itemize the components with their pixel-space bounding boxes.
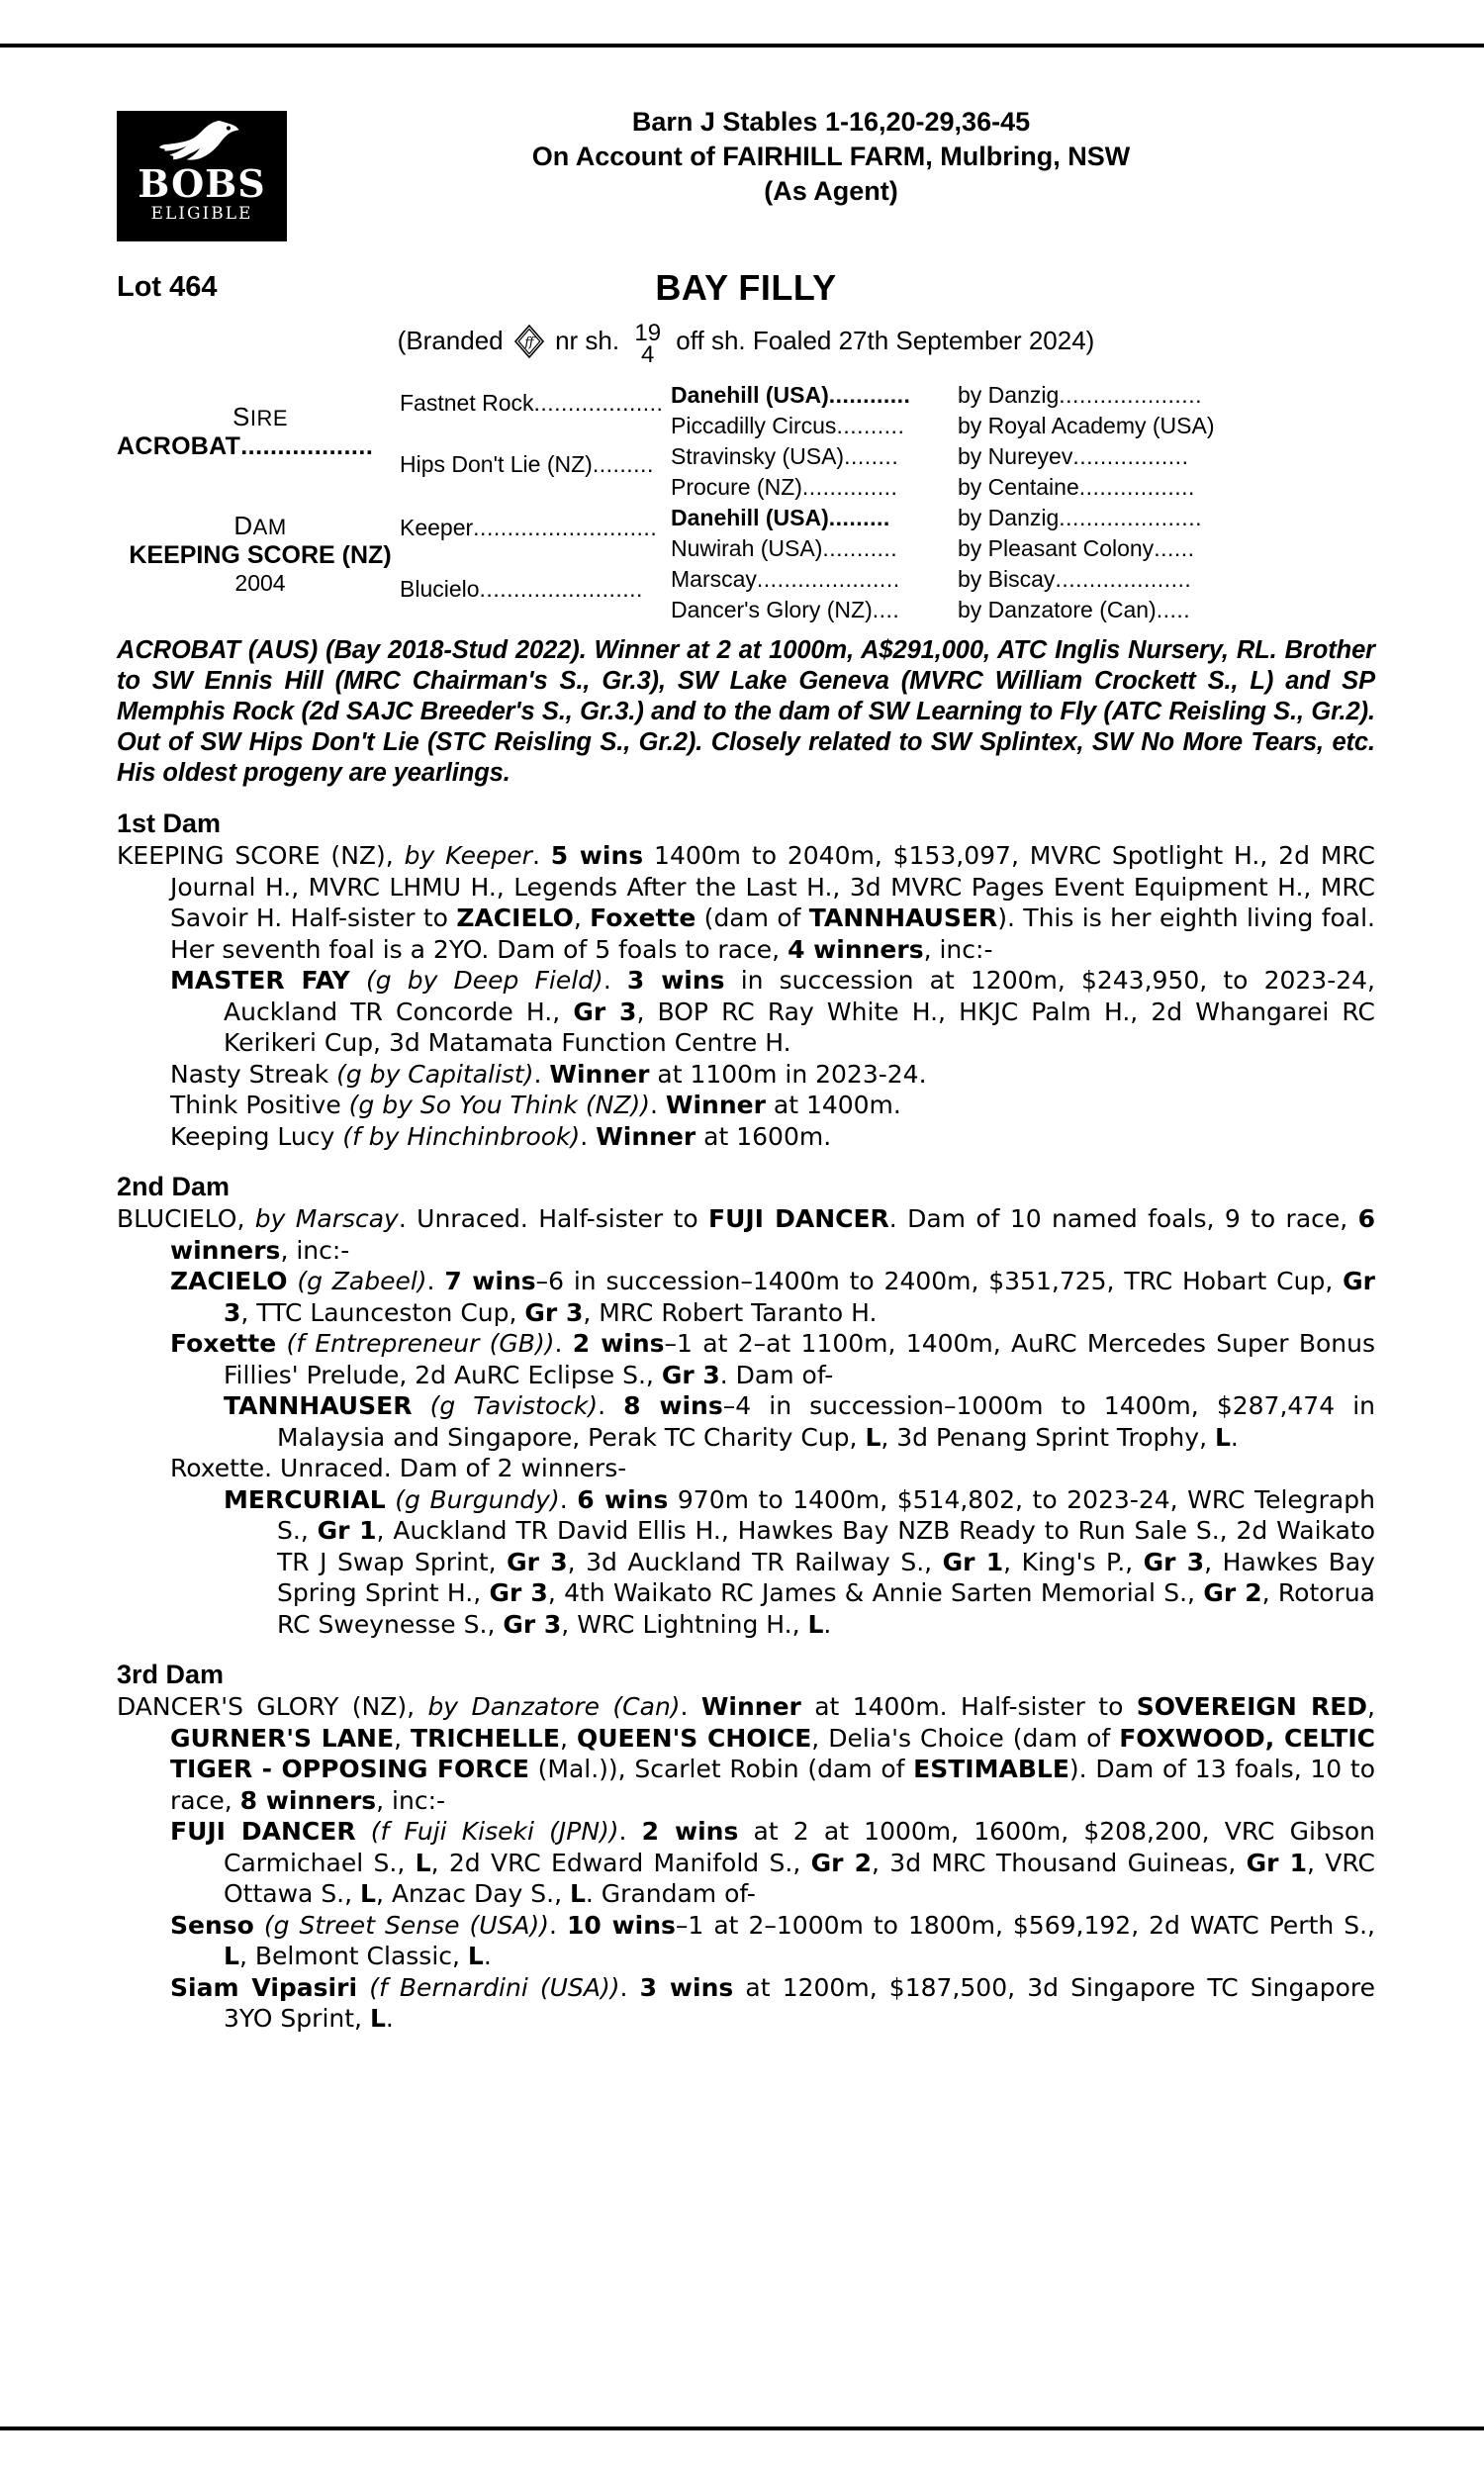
gen3-row: Danehill (USA)......... by Danzig..................... <box>671 505 1202 530</box>
diamond-brand-icon <box>512 325 546 358</box>
pedigree-entry: DANCER'S GLORY (NZ), by Danzatore (Can). Winner at 1400m. Half-sister to SOVEREIGN RED, GURNER'S LANE, TRICHELLE, QUEEN'S CHOICE, Delia's Choice (dam of FOXWOOD, CELTIC TIGER - OPPOSING FORCE (Mal.)), Scarlet Robin (dam of ESTIMABLE). Dam of 13 foals, 10 to race, 8 winners, inc:- <box>117 1692 1375 1815</box>
dam-block <box>117 511 404 597</box>
brand-near-shoulder: nr sh. <box>555 326 620 355</box>
on-account-of-line: On Account of FAIRHILL FARM, Mulbring, NSW <box>531 142 1131 171</box>
pedigree-entry: Think Positive (g by So You Think (NZ)). Winner at 1400m. <box>170 1091 901 1119</box>
pedigree-entry: Siam Vipasiri (f Bernardini (USA)). 3 wins at 1200m, $187,500, 3d Singapore TC Singapore 3YO Sprint, L. <box>170 1972 1375 2033</box>
barn-stables-line: Barn J Stables 1-16,20-29,36-45 <box>631 107 1031 137</box>
brand-off-shoulder-foaled: off sh. Foaled 27th September 2024) <box>676 326 1095 355</box>
gen2-row: Blucielo........................ <box>400 576 643 602</box>
sire-name: ACROBAT.................. <box>117 432 374 460</box>
page-top-rule <box>0 44 1484 48</box>
gen2-row: Hips Don't Lie (NZ)......... <box>400 451 654 477</box>
dam-sections <box>117 809 1375 2035</box>
sire-block <box>117 402 404 461</box>
pedigree-entry: BLUCIELO, by Marscay. Unraced. Half-sister to FUJI DANCER. Dam of 10 named foals, 9 to race, 6 winners, inc:- <box>117 1204 1375 1265</box>
pedigree-table <box>117 380 1375 625</box>
dam-year: 2004 <box>234 570 286 596</box>
dam-label: DAM <box>233 511 287 540</box>
bobs-eligible-label: ELIGIBLE <box>150 204 253 224</box>
dam-name: KEEPING SCORE (NZ) <box>129 541 392 569</box>
pedigree-entry: Nasty Streak (g by Capitalist). Winner at 1100m in 2023-24. <box>170 1059 927 1089</box>
gen3-row: Danehill (USA)............ by Danzig..................... <box>671 382 1202 408</box>
sire-label: SIRE <box>232 402 289 431</box>
branded-prefix: (Branded <box>397 326 504 355</box>
dam-heading: 3rd Dam <box>117 1660 225 1689</box>
pedigree-entry: MERCURIAL (g Burgundy). 6 wins 970m to 1400m, $514,802, to 2023-24, WRC Telegraph S., Gr 1, Auckland TR David Ellis H., Hawkes Bay NZB Ready to Run Sale S., 2d Waikato TR J Swap Sprint, Gr 3, 3d Auckland TR Railway S., Gr 1, King's P., Gr 3, Hawkes Bay Spring Sprint H., Gr 3, 4th Waikato RC James & Annie Sarten Memorial S., Gr 2, Rotorua RC Sweynesse S., Gr 3, WRC Lightning H., L. <box>224 1484 1376 1639</box>
brand-denominator: 4 <box>641 341 655 368</box>
gen3-row: Stravinsky (USA)........ by Nureyev................. <box>671 443 1189 469</box>
horse-head-icon <box>144 117 259 166</box>
lot-number: Lot 464 <box>117 271 218 303</box>
dam-heading: 2nd Dam <box>117 1172 231 1201</box>
gen3-row: Piccadilly Circus.......... by Royal Academy (USA) <box>671 413 1215 438</box>
pedigree-generation-3 <box>671 380 1375 625</box>
bobs-wordmark: BOBS <box>138 161 266 206</box>
dam-heading: 1st Dam <box>117 809 222 838</box>
brand-number-stack <box>634 320 662 368</box>
pedigree-entry: FUJI DANCER (f Fuji Kiseki (JPN)). 2 wins at 2 at 1000m, 1600m, $208,200, VRC Gibson Carmichael S., L, 2d VRC Edward Manifold S., Gr 2, 3d MRC Thousand Guineas, Gr 1, VRC Ottawa S., L, Anzac Day S., L. Grandam of- <box>170 1817 1375 1908</box>
gen3-row: Nuwirah (USA)........... by Pleasant Colony...... <box>671 535 1195 561</box>
pedigree-entry: MASTER FAY (g by Deep Field). 3 wins in succession at 1200m, $243,950, to 2023-24, Auckland TR Concorde H., Gr 3, BOP RC Ray White H., HKJC Palm H., 2d Whangarei RC Kerikeri Cup, 3d Matamata Function Centre H. <box>170 966 1375 1057</box>
page-header <box>117 95 1375 261</box>
gen2-row: Fastnet Rock................... <box>400 390 664 416</box>
pedigree-entry: Keeping Lucy (f by Hinchinbrook). Winner at 1600m. <box>170 1121 832 1151</box>
as-agent-line: (As Agent) <box>764 176 898 206</box>
gen2-row: Keeper........................... <box>400 515 658 540</box>
gen3-row: Marscay..................... by Biscay.................... <box>671 566 1192 592</box>
pedigree-entry: TANNHAUSER (g Tavistock). 8 wins–4 in succession–1000m to 1400m, $287,474 in Malaysia and Singapore, Perak TC Charity Cup, L, 3d Penang Sprint Trophy, L. <box>224 1391 1375 1452</box>
pedigree-entry: Foxette (f Entrepreneur (GB)). 2 wins–1 at 2–at 1100m, 1400m, AuRC Mercedes Super Bonus Fillies' Prelude, 2d AuRC Eclipse S., Gr 3. Dam of- <box>170 1329 1375 1389</box>
bobs-eligible-logo <box>117 111 287 241</box>
pedigree-entry: KEEPING SCORE (NZ), by Keeper. 5 wins 1400m to 2040m, $153,097, MVRC Spotlight H., 2d MRC Journal H., MVRC LHMU H., Legends After the Last H., 3d MVRC Pages Event Equipment H., MRC Savoir H. Half-sister to ZACIELO, Foxette (dam of TANNHAUSER). This is her eighth living foal. Her seventh foal is a 2YO. Dam of 5 foals to race, 4 winners, inc:- <box>117 841 1375 964</box>
pedigree-entry: ZACIELO (g Zabeel). 7 wins–6 in succession–1400m to 2400m, $351,725, TRC Hobart Cup, Gr 3, TTC Launceston Cup, Gr 3, MRC Robert Taranto H. <box>170 1267 1375 1327</box>
header-text-block <box>287 105 1375 209</box>
page-bottom-rule <box>0 2426 1484 2430</box>
pedigree-entry: Senso (g Street Sense (USA)). 10 wins–1 at 2–1000m to 1800m, $569,192, 2d WATC Perth S., L, Belmont Classic, L. <box>170 1910 1375 1970</box>
sire-summary-paragraph: ACROBAT (AUS) (Bay 2018-Stud 2022). Winner at 2 at 1000m, A$291,000, ATC Inglis Nursery, RL. Brother to SW Ennis Hill (MRC Chairman's S., Gr.3), SW Lake Geneva (MVRC William Crockett S., L) and SP Memphis Rock (2d SAJC Breeder's S., Gr.3.) and to the dam of SW Learning to Fly (ATC Reisling S., Gr.2). Out of SW Hips Don't Lie (STC Reisling S., Gr.2). Closely related to SW Splintex, SW No More Tears, etc. His oldest progeny are yearlings. <box>117 636 1375 787</box>
branding-line <box>117 320 1375 368</box>
gen3-row: Procure (NZ).............. by Centaine................. <box>671 474 1195 500</box>
page-content <box>117 95 1375 2035</box>
brand-numerator: 19 <box>634 320 662 346</box>
gen3-row: Dancer's Glory (NZ).... by Danzatore (Can)..... <box>671 597 1191 622</box>
page-title: BAY FILLY <box>655 267 837 308</box>
lot-title-row <box>117 267 1375 319</box>
pedigree-entry: Roxette. Unraced. Dam of 2 winners- <box>170 1454 627 1482</box>
svg-text:ff: ff <box>524 335 534 350</box>
